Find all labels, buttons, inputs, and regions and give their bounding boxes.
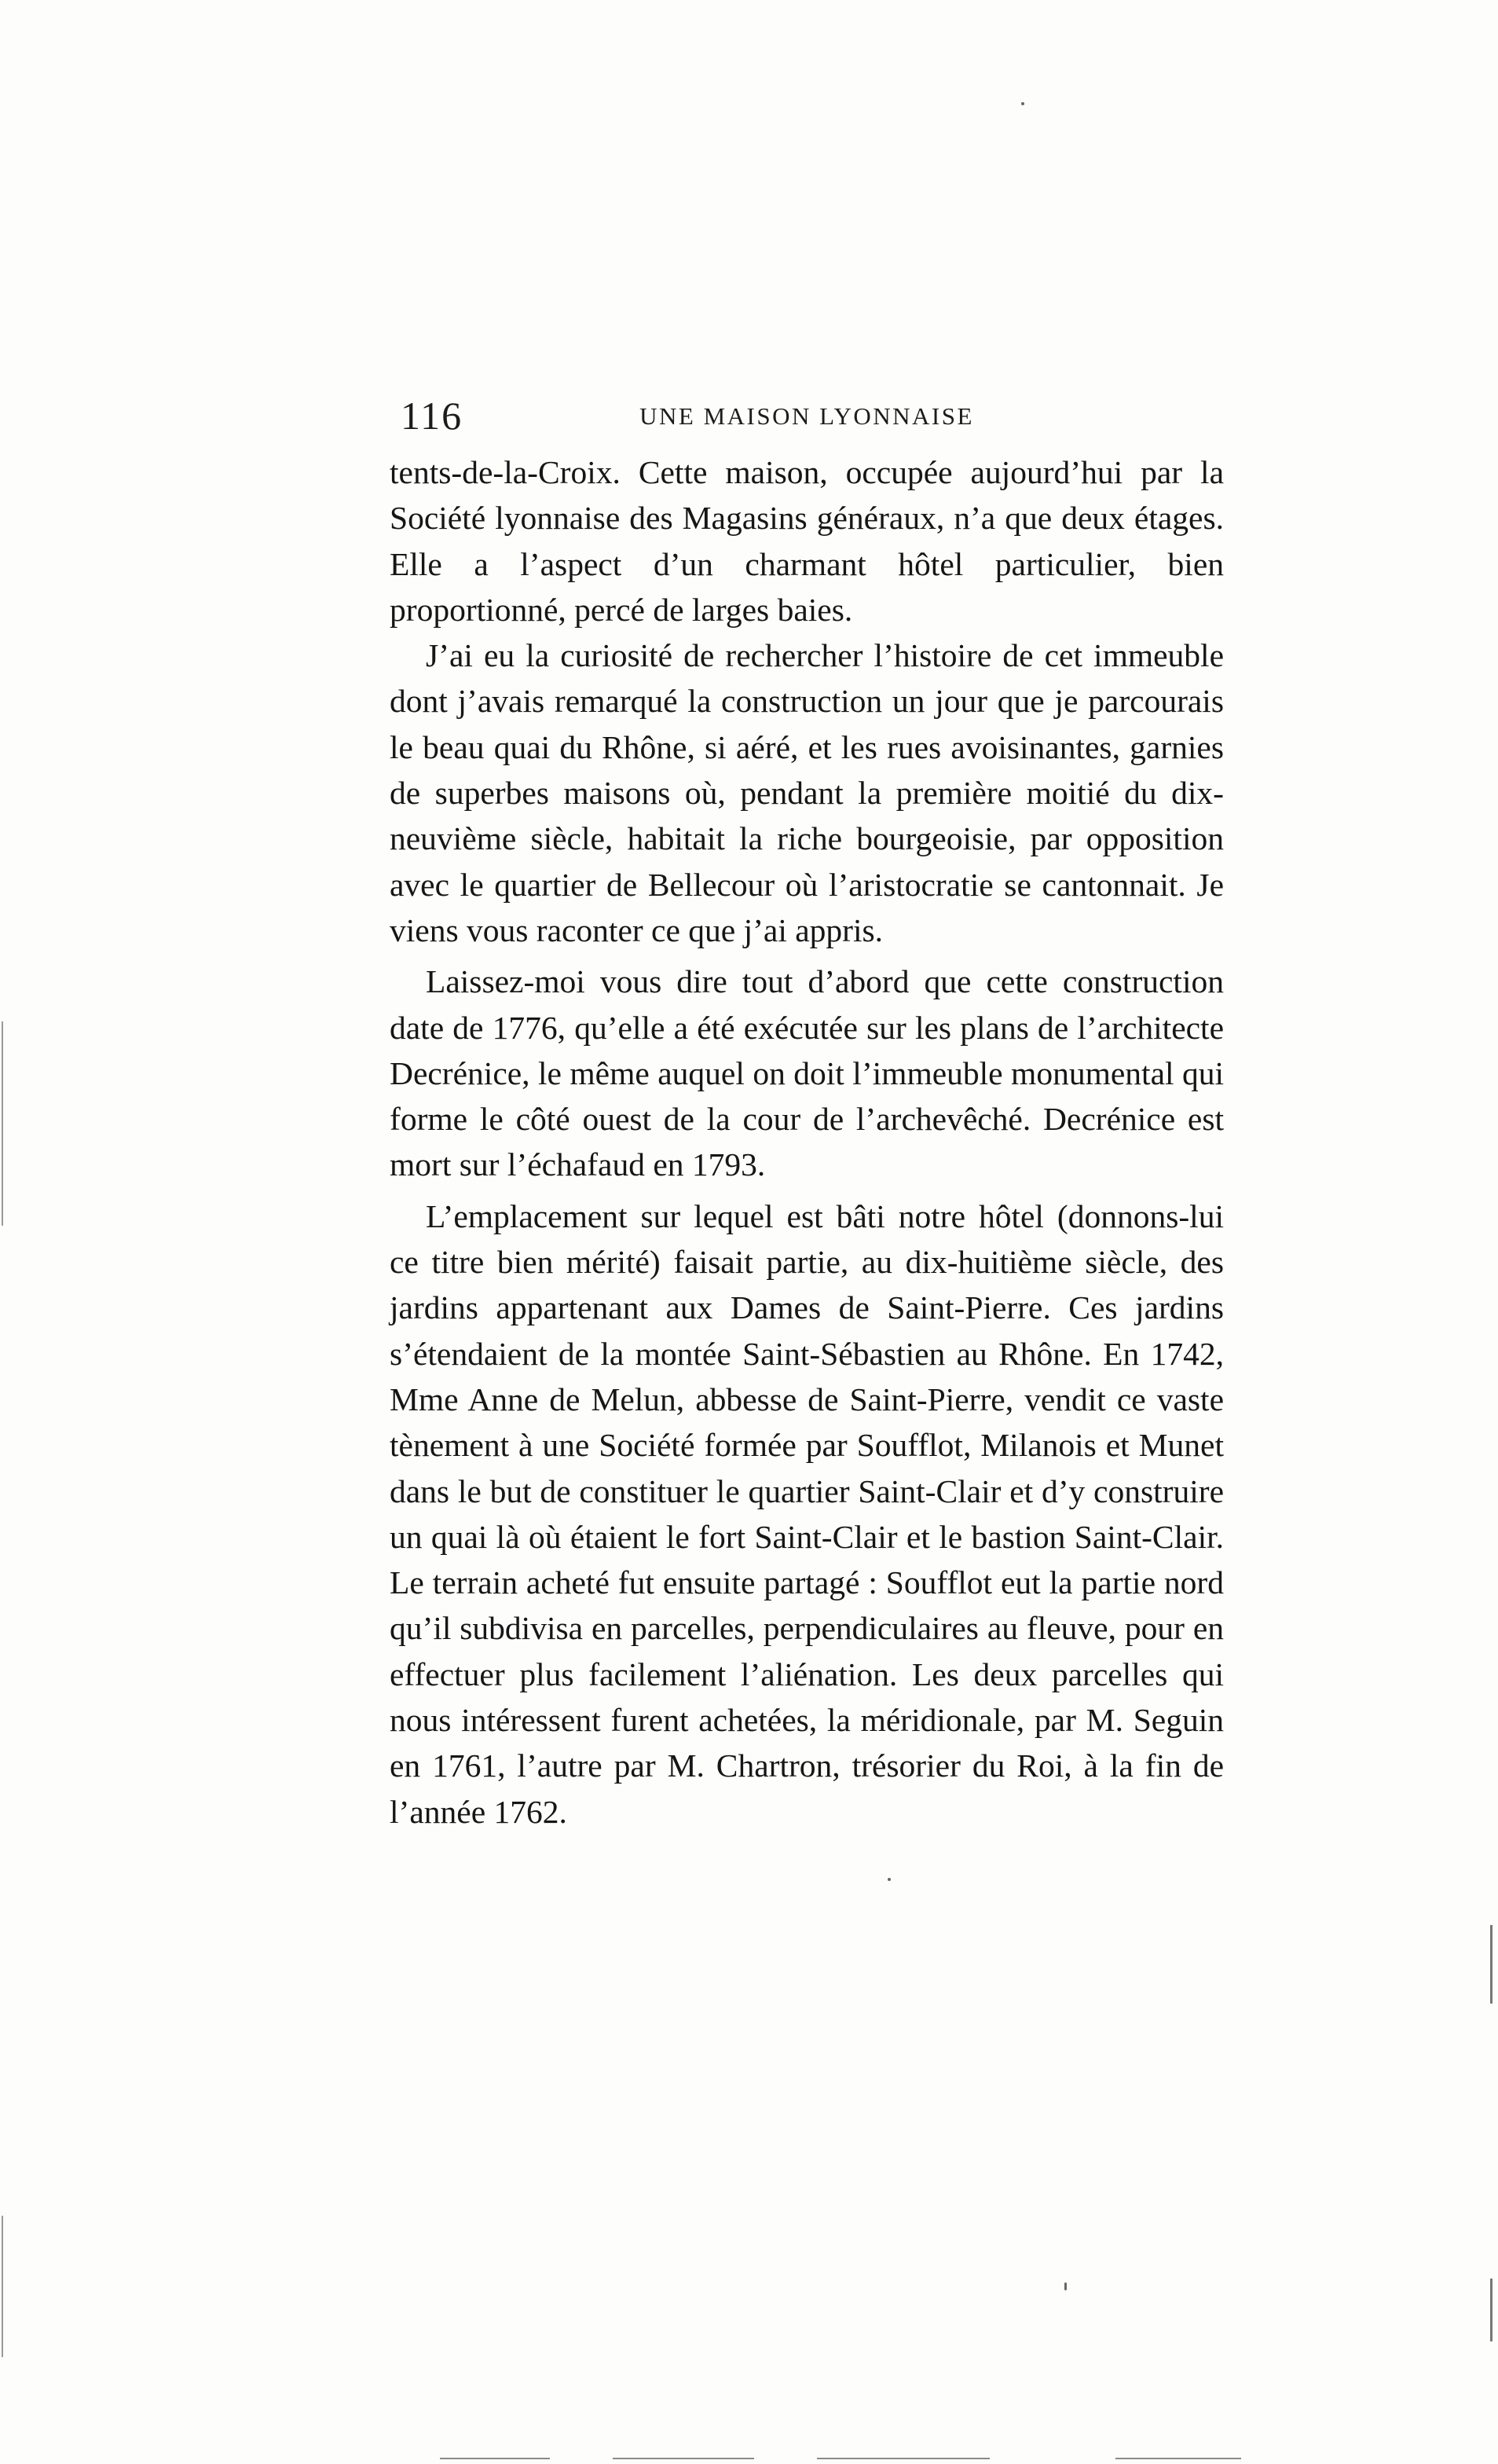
scan-speck xyxy=(888,1878,891,1881)
running-title: UNE MAISON LYONNAISE xyxy=(639,402,974,430)
paragraph: Laissez-moi vous dire tout d’abord que cette construction date de 1776, qu’elle a été exécutée sur les plans de l’architecte Decrénice, le même auquel on doit l’immeuble monumental qui forme le côté ouest de la cour de l’archevêché. Decrénice est mort sur l’échafaud en 1793. xyxy=(390,963,1224,1183)
scan-bottom-edge xyxy=(1115,2458,1241,2459)
scan-edge-mark xyxy=(2,2216,3,2357)
scan-edge-mark xyxy=(1490,2279,1493,2341)
scan-bottom-edge xyxy=(613,2458,754,2459)
scan-edge-mark xyxy=(2,1021,3,1226)
page-number: 116 xyxy=(401,394,463,438)
paragraph: tents-de-la-Croix. Cette maison, occupée aujourd’hui par la Société lyonnaise des Magasins généraux, n’a que deux étages. Elle a l’aspect d’un charmant hôtel particulier, bien proportionné, percé de larges baies. xyxy=(390,454,1224,628)
paragraph: J’ai eu la curiosité de rechercher l’histoire de cet immeuble dont j’avais remarqué la construction un jour que je parcourais le beau quai du Rhône, si aéré, et les rues avoisinantes, garnies de superbes maisons où, pendant la première moitié du dix-neuvième siècle, habitait la riche bourgeoisie, par opposition avec le quartier de Bellecour où l’aristocratie se cantonnait. Je viens vous raconter ce que j’ai appris. xyxy=(390,637,1224,948)
body-text xyxy=(390,449,1224,1835)
scan-speck xyxy=(1064,2282,1067,2290)
scan-bottom-edge xyxy=(440,2458,550,2459)
scan-speck xyxy=(1021,102,1024,105)
scan-edge-mark xyxy=(1490,1925,1493,2004)
paragraph: L’emplacement sur lequel est bâti notre hôtel (donnons-lui ce titre bien mérité) faisait partie, au dix-huitième siècle, des jardins appartenant aux Dames de Saint-Pierre. Ces jardins s’étendaient de la montée Saint-Sébastien au Rhône. En 1742, Mme Anne de Melun, abbesse de Saint-Pierre, vendit ce vaste tènement à une Société formée par Soufflot, Milanois et Munet dans le but de constituer le quartier Saint-Clair et d’y construire un quai là où étaient le fort Saint-Clair et le bastion Saint-Clair. Le terrain acheté fut ensuite partagé : Soufflot eut la partie nord qu’il subdivisa en parcelles, perpendiculaires au fleuve, pour en effectuer plus facilement l’aliénation. Les deux parcelles qui nous intéressent furent achetées, la méridionale, par M. Seguin en 1761, l’autre par M. Chartron, trésorier du Roi, à la fin de l’année 1762. xyxy=(390,1197,1224,1830)
running-header xyxy=(390,393,1224,440)
scan-bottom-edge xyxy=(817,2458,990,2459)
